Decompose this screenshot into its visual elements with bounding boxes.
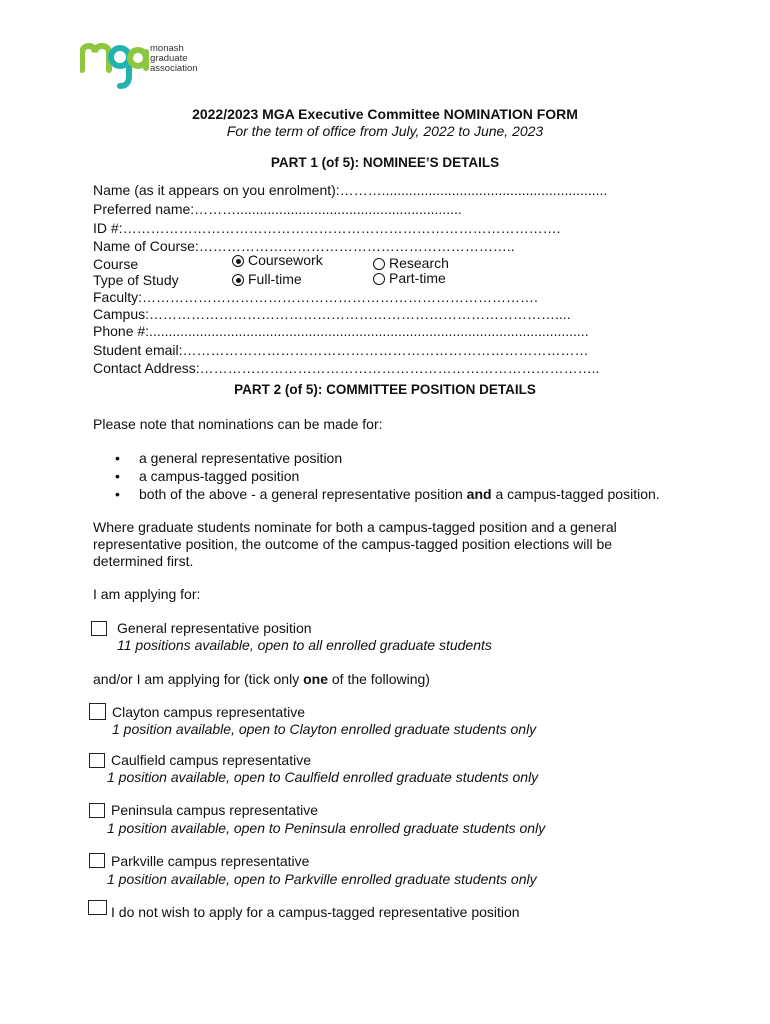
bullet-both-bold: and xyxy=(466,486,492,502)
name-field[interactable]: Name (as it appears on you enrolment):……….......................................................... xyxy=(93,182,608,198)
part1-heading: PART 1 (of 5): NOMINEE’S DETAILS xyxy=(270,155,500,170)
research-label: Research xyxy=(389,255,449,271)
andor-instruction xyxy=(93,671,430,688)
part2-heading: PART 2 (of 5): COMMITTEE POSITION DETAILS xyxy=(234,382,536,397)
bullet-both-post: a campus-tagged position. xyxy=(491,486,660,502)
study-type-label: Type of Study xyxy=(93,272,179,288)
andor-post: of the following) xyxy=(328,671,430,687)
bullet-both xyxy=(115,486,660,504)
address-field[interactable]: Contact Address:………………………………………………………………………….. xyxy=(93,360,600,376)
andor-bold: one xyxy=(303,671,328,687)
clayton-desc: 1 position available, open to Clayton enrolled graduate students only xyxy=(112,721,537,737)
general-rep-checkbox[interactable] xyxy=(91,621,107,636)
faculty-field[interactable]: Faculty:…………………………………………………………………………. xyxy=(93,289,538,305)
logo-text xyxy=(150,44,198,74)
course-label: Course xyxy=(93,256,139,272)
logo-line-2: graduate xyxy=(150,53,188,64)
radio-selected-icon xyxy=(232,274,244,286)
logo-line-1: monash xyxy=(150,43,184,54)
id-field[interactable]: ID #:…………………………………………………………………………………. xyxy=(93,220,561,236)
bullet-general: • a general representative position xyxy=(115,450,660,468)
bullet-campus: • a campus-tagged position xyxy=(115,468,660,486)
course-coursework-radio[interactable] xyxy=(232,252,323,268)
applying-for-label: I am applying for: xyxy=(93,586,201,602)
mga-logo-mark xyxy=(80,40,150,90)
preferred-name-field[interactable]: Preferred name:……….......................................................... xyxy=(93,201,462,217)
parkville-checkbox[interactable] xyxy=(89,853,105,868)
peninsula-title: Peninsula campus representative xyxy=(111,802,319,818)
nominations-note: Please note that nominations can be made for: xyxy=(93,416,383,432)
parkville-desc: 1 position available, open to Parkville enrolled graduate students only xyxy=(107,871,537,887)
andor-pre: and/or I am applying for (tick only xyxy=(93,671,304,687)
nomination-bullets xyxy=(115,450,660,504)
no-campus-checkbox[interactable] xyxy=(88,900,107,915)
campus-field[interactable]: Campus:…………………………………………………………………………….... xyxy=(93,306,571,322)
radio-selected-icon xyxy=(232,255,244,267)
logo-line-3: association xyxy=(150,63,198,74)
campus-election-note xyxy=(93,519,617,570)
caulfield-desc: 1 position available, open to Caulfield enrolled graduate students only xyxy=(107,769,539,785)
coursework-label: Coursework xyxy=(248,252,323,268)
radio-empty-icon xyxy=(373,273,385,285)
form-title: 2022/2023 MGA Executive Committee NOMINATION FORM xyxy=(192,106,578,122)
bullet-both-pre: both of the above - a general representative position xyxy=(139,486,467,502)
parttime-label: Part-time xyxy=(389,270,446,286)
general-rep-desc: 11 positions available, open to all enrolled graduate students xyxy=(117,637,492,653)
para-line-3: determined first. xyxy=(93,553,194,569)
para-line-1: Where graduate students nominate for both a campus-tagged position and a general xyxy=(93,519,617,535)
peninsula-checkbox[interactable] xyxy=(89,803,105,818)
para-line-2: representative position, the outcome of the campus-tagged position elections will be xyxy=(93,536,613,552)
no-campus-label: I do not wish to apply for a campus-tagged representative position xyxy=(111,904,520,920)
fulltime-label: Full-time xyxy=(248,271,302,287)
radio-empty-icon xyxy=(373,258,385,270)
course-research-radio[interactable] xyxy=(373,255,449,271)
course-name-field[interactable]: Name of Course:………………………………………………………….. xyxy=(93,238,515,254)
caulfield-checkbox[interactable] xyxy=(89,753,105,768)
mga-logo xyxy=(80,40,220,90)
study-fulltime-radio[interactable] xyxy=(232,271,302,287)
study-parttime-radio[interactable] xyxy=(373,270,446,286)
parkville-title: Parkville campus representative xyxy=(111,853,310,869)
general-rep-title: General representative position xyxy=(117,620,312,636)
caulfield-title: Caulfield campus representative xyxy=(111,752,311,768)
phone-field[interactable]: Phone #:................................................................................................................. xyxy=(93,323,589,339)
clayton-checkbox[interactable] xyxy=(89,703,106,720)
email-field[interactable]: Student email:…………………………………………………………………………… xyxy=(93,342,589,358)
form-subtitle: For the term of office from July, 2022 to June, 2023 xyxy=(226,123,544,139)
clayton-title: Clayton campus representative xyxy=(112,704,305,720)
peninsula-desc: 1 position available, open to Peninsula enrolled graduate students only xyxy=(107,820,546,836)
